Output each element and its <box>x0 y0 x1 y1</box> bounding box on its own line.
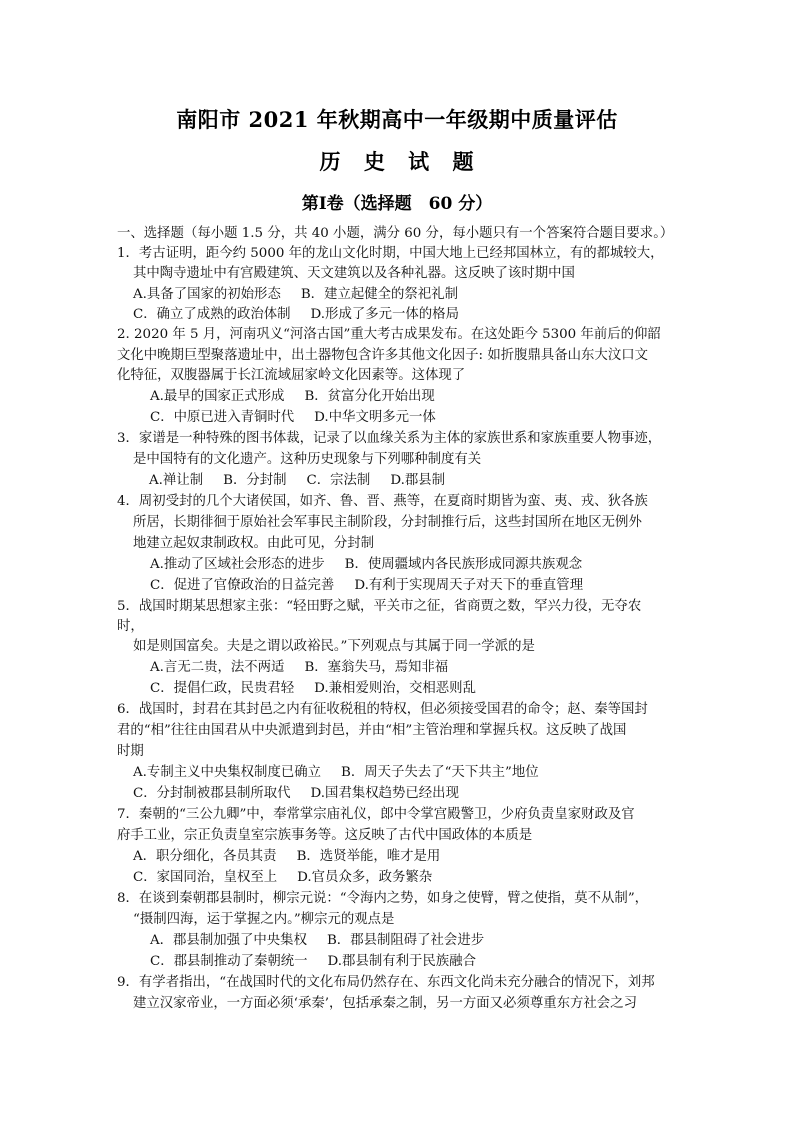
option-d: D.郡县制有利于民族融合 <box>327 954 476 969</box>
question-2-line-2: 文化中晚期巨型聚落遗址中，出土器物包含许多其他文化因子: 如折腹鼎具备山东大汶口文 <box>117 348 648 363</box>
question-5-line-2: 时， <box>117 619 144 634</box>
question-9-line-1: 9．有学者指出，“在战国时代的文化布局仍然存在、东西文化尚未充分融合的情况下，刘邦 <box>117 975 655 990</box>
option-d: D.形成了多元一体的格局 <box>310 307 459 322</box>
option-a: A.禅让制 <box>149 473 204 488</box>
question-5-options-row-2 <box>150 679 476 699</box>
question-1-line-2: 其中陶寺遗址中有宫殿建筑、天文建筑以及各种礼器。这反映了该时期中国 <box>133 266 575 281</box>
option-b: B．塞翁失马，焉知非福 <box>304 660 449 675</box>
question-2-line-1: 2. 2020 年 5 月，河南巩义“河洛古国”重大考古成果发布。在这处距今 5300 年前后的仰韶 <box>117 327 661 342</box>
question-6-line-2: 君的“相”往往由国君从中央派遣到封邑，并由“相”主管治理和掌握兵权。这反映了战国 <box>117 723 627 738</box>
option-b: B．周天子失去了“天下共主”地位 <box>341 765 539 780</box>
question-8-options-row-1 <box>150 931 484 951</box>
option-b: B．建立起健全的祭祀礼制 <box>300 287 458 302</box>
option-a: A.具备了国家的初始形态 <box>133 287 281 302</box>
question-7-line-2: 府手工业，宗正负责皇室宗族事务等。这反映了古代中国政体的本质是 <box>117 828 533 843</box>
question-2-options-row-2 <box>150 408 436 428</box>
question-5-line-3: 如是则国富矣。夫是之谓以政裕民。”下列观点与其属于同一学派的是 <box>133 639 535 654</box>
question-4-options-row-2 <box>150 576 583 596</box>
option-c: C．提倡仁政，民贵君轻 <box>150 681 295 696</box>
question-8-options-row-2 <box>150 952 476 972</box>
option-d: D.有利于实现周天子对天下的垂直管理 <box>354 578 584 593</box>
option-b: B．分封制 <box>223 473 287 488</box>
question-4-line-2: 所居，长期徘徊于原始社会军事民主制阶段，分封制推行后，这些封国所在地区无例外 <box>133 515 642 530</box>
subject-title: 历 史 试 题 <box>319 149 475 174</box>
option-a: A．职分细化，各员其责 <box>133 849 277 864</box>
option-a: A.专制主义中央集权制度已确立 <box>133 765 322 780</box>
question-1-options-row-2 <box>133 305 459 325</box>
option-a: A.最早的国家正式形成 <box>150 389 285 404</box>
question-6-options-row-1 <box>133 763 539 783</box>
option-a: A.言无二贵，法不两适 <box>150 660 285 675</box>
question-1-options-row-1 <box>133 285 458 305</box>
question-4-line-1: 4．周初受封的几个大诸侯国，如齐、鲁、晋、燕等，在夏商时期皆为蛮、夷、戎、狄各族 <box>117 494 648 509</box>
option-c: C．家国同治，皇权至上 <box>133 870 278 885</box>
option-b: B．贫富分化开始出现 <box>304 389 435 404</box>
question-9-line-2: 建立汉家帝业，一方面必须‘承秦’，包括承秦之制，另一方面又必须尊重东方社会之习 <box>133 996 637 1011</box>
option-b: B．郡县制阻碍了社会进步 <box>326 933 485 948</box>
question-6-line-3: 时期 <box>117 744 144 759</box>
question-7-line-1: 7．秦朝的“三公九卿”中，奉常掌宗庙礼仪，郎中令掌宫殿警卫，少府负责皇家财政及官 <box>117 807 635 822</box>
question-3-line-1: 3．家谱是一种特殊的图书体裁，记录了以血缘关系为主体的家族世系和家族重要人物事迹， <box>117 431 662 446</box>
question-1-line-1: 1．考古证明，距今约 5000 年的龙山文化时期，中国大地上已经邦国林立，有的都城较大， <box>117 246 664 261</box>
question-5-line-1: 5．战国时期某思想家主张：“轻田野之赋，平关市之征，省商贾之数，罕兴力役，无夺农 <box>117 599 642 614</box>
option-b: B．选贤举能，唯才是用 <box>296 849 441 864</box>
option-c: C．中原已进入青铜时代 <box>150 410 295 425</box>
option-d: D.官员众多，政务繁杂 <box>297 870 433 885</box>
option-a: A．郡县制加强了中央集权 <box>150 933 307 948</box>
question-2-options-row-1 <box>150 387 435 407</box>
question-8-line-1: 8．在谈到秦朝郡县制时，柳宗元说：“令海内之势，如身之使臂，臂之使指，莫不从制”， <box>117 891 649 906</box>
option-d: D.国君集权趋势已经出现 <box>310 786 459 801</box>
instructions: 一、选择题（每小题 1.5 分，共 40 小题，满分 60 分，每小题只有一个答案符合题目要求。） <box>117 226 674 241</box>
option-c: C．促进了官僚政治的日益完善 <box>150 578 335 593</box>
section-heading: 第Ⅰ卷（选择题 60 分） <box>301 194 493 214</box>
option-b: B．使周疆域内各民族形成同源共族观念 <box>344 557 583 572</box>
question-3-line-2: 是中国特有的文化遗产。这种历史现象与下列哪种制度有关 <box>133 452 482 467</box>
question-6-options-row-2 <box>133 784 459 804</box>
option-d: D.兼相爱则治，交相恶则乱 <box>314 681 476 696</box>
question-2-line-3: 化特征，双腹器属于长江流域屈家岭文化因素等。这体现了 <box>117 368 466 383</box>
question-8-line-2: “摄制四海，运于掌握之内。”柳宗元的观点是 <box>133 912 395 927</box>
question-7-options-row-2 <box>133 868 432 888</box>
question-4-options-row-1 <box>150 555 582 575</box>
option-c: C．宗法制 <box>306 473 371 488</box>
question-6-line-1: 6．战国时，封君在其封邑之内有征收税租的特权，但必须接受国君的命令；赵、秦等国封 <box>117 702 648 717</box>
document-title: 南阳市 2021 年秋期高中一年级期中质量评估 <box>176 107 618 132</box>
option-c: C．确立了成熟的政治体制 <box>133 307 291 322</box>
option-c: C．分封制被郡县制所取代 <box>133 786 291 801</box>
option-d: D.郡县制 <box>390 473 446 488</box>
question-7-options-row-1 <box>133 847 440 867</box>
option-d: D.中华文明多元一体 <box>314 410 436 425</box>
option-a: A.推动了区域社会形态的进步 <box>150 557 325 572</box>
question-3-options-row-1 <box>149 471 445 491</box>
question-4-line-3: 地建立起奴隶制政权。由此可见，分封制 <box>133 536 375 551</box>
question-5-options-row-1 <box>150 658 448 678</box>
option-c: C．郡县制推动了秦朝统一 <box>150 954 308 969</box>
